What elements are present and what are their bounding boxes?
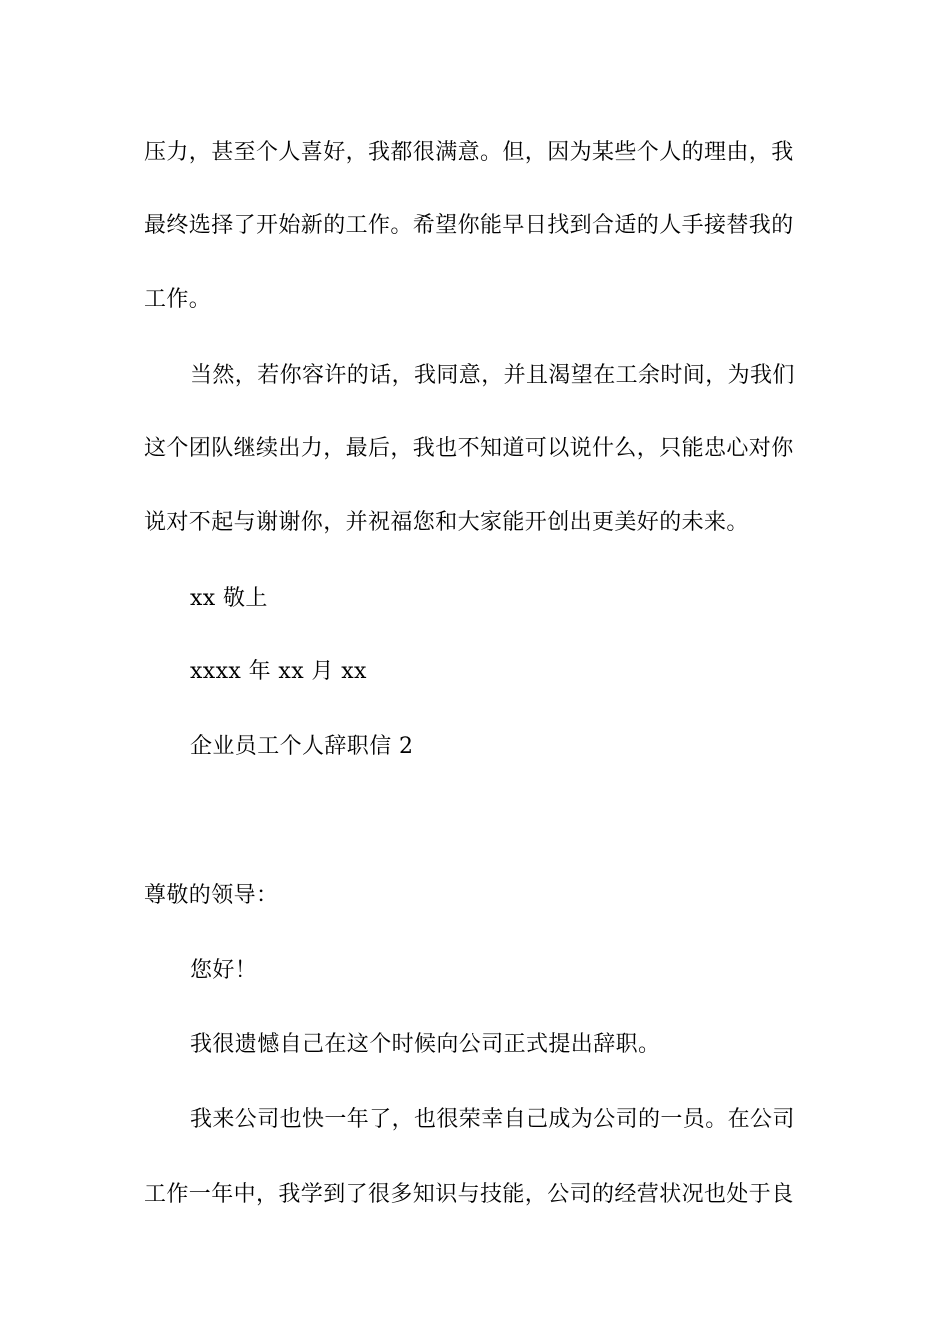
paragraph-line: 当然，若你容许的话，我同意，并且渴望在工余时间，为我们: [190, 363, 795, 388]
paragraph-line: 我很遗憾自己在这个时候向公司正式提出辞职。: [190, 1032, 661, 1057]
salutation: 尊敬的领导：: [144, 883, 279, 908]
letter-heading: 企业员工个人辞职信 2: [190, 734, 414, 759]
paragraph-line: 工作。: [144, 287, 212, 312]
paragraph-line: 工作一年中，我学到了很多知识与技能，公司的经营状况也处于良: [144, 1182, 794, 1207]
greeting: 您好！: [190, 958, 258, 983]
date-line: xxxx 年 xx 月 xx: [190, 659, 367, 684]
signature-line: xx 敬上: [190, 586, 268, 611]
paragraph-line: 我来公司也快一年了，也很荣幸自己成为公司的一员。在公司: [190, 1107, 795, 1132]
paragraph-line: 说对不起与谢谢你，并祝福您和大家能开创出更美好的未来。: [144, 510, 749, 535]
paragraph-line: 最终选择了开始新的工作。希望你能早日找到合适的人手接替我的: [144, 213, 794, 238]
paragraph-line: 这个团队继续出力，最后，我也不知道可以说什么，只能忠心对你: [144, 436, 794, 461]
paragraph-line: 压力，甚至个人喜好，我都很满意。但，因为某些个人的理由，我: [144, 140, 794, 165]
